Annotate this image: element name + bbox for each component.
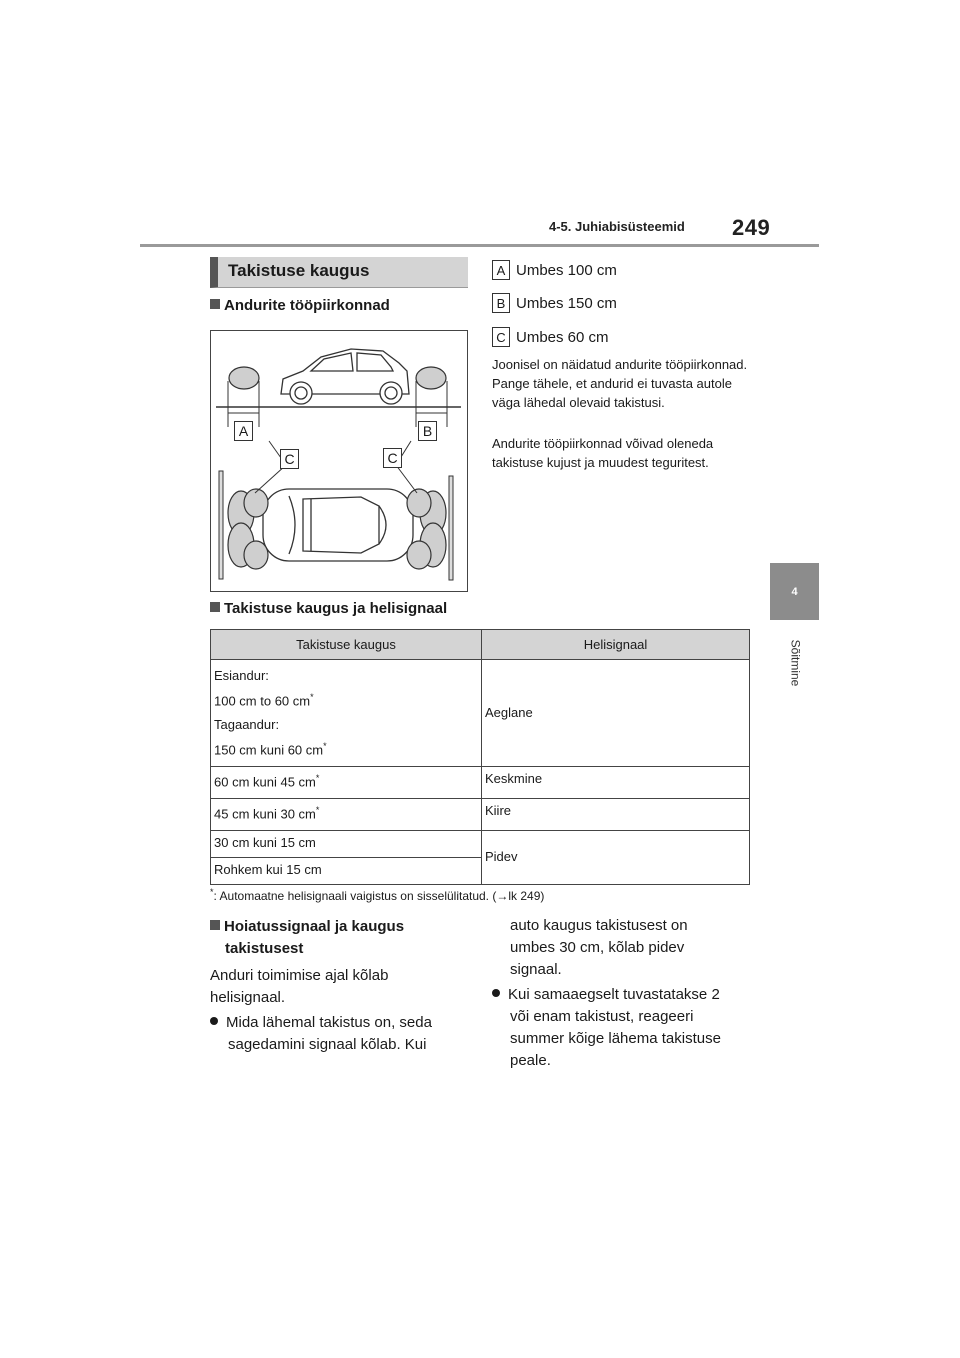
sensor-lobe-icon	[229, 367, 259, 389]
table-cell: Aeglane	[482, 660, 750, 767]
chapter-label: Sõitmine	[788, 639, 802, 687]
subheading-ranges: Andurite tööpiirkonnad	[210, 297, 390, 314]
square-bullet-icon	[210, 920, 220, 930]
table-cell: Keskmine	[482, 767, 750, 799]
obstacle-wall-icon	[219, 471, 223, 579]
table-cell: Rohkem kui 15 cm	[211, 858, 482, 885]
legend-item-b: B Umbes 150 cm	[492, 293, 617, 313]
section-title-box	[210, 257, 468, 288]
legend-item-a: A Umbes 100 cm	[492, 260, 617, 280]
arrow-right-icon: →	[496, 889, 509, 903]
footnote: *: Automaatne helisignaali vaigistus on sisselülitatud. (→lk 249)	[210, 887, 545, 903]
table-cell: 30 cm kuni 15 cm	[211, 831, 482, 858]
figure-label-c: C	[383, 448, 402, 468]
table-row	[211, 767, 750, 799]
table-row	[211, 831, 750, 858]
section-header: 4-5. Juhiabisüsteemid	[549, 219, 685, 234]
table-header: Takistuse kaugus	[211, 630, 482, 660]
table-row	[211, 799, 750, 831]
legend-item-c: C Umbes 60 cm	[492, 327, 609, 347]
bullet-dot-icon	[492, 989, 500, 997]
note-paragraph: Andurite tööpiirkonnad võivad oleneda takistuse kujust ja muudest teguritest.	[492, 436, 714, 470]
table-cell: 45 cm kuni 30 cm*	[211, 799, 482, 831]
bullet-continuation: auto kaugus takistusest on umbes 30 cm, kõlab pidev signaal.	[510, 917, 688, 978]
square-bullet-icon	[210, 299, 220, 309]
figure-label-c: C	[280, 449, 299, 469]
body-intro: Anduri toimimise ajal kõlab helisignaal.	[210, 967, 389, 1006]
square-bullet-icon	[210, 602, 220, 612]
table-cell: Kiire	[482, 799, 750, 831]
page-number: 249	[732, 215, 771, 240]
sensor-diagram	[211, 331, 467, 591]
note-paragraph: Joonisel on näidatud andurite tööpiirkonnad. Pange tähele, et andurid ei tuvasta autole väga lähedal olevaid takistusi.	[492, 357, 748, 410]
bullet-item: Mida lähemal takistus on, seda sagedamini signaal kõlab. Kui	[210, 1012, 432, 1056]
table-row	[211, 660, 750, 767]
obstacle-wall-icon	[449, 476, 453, 580]
table-cell: Pidev	[482, 831, 750, 885]
sensor-lobe-icon	[416, 367, 446, 389]
chapter-number: 4	[791, 585, 798, 598]
car-top-view-icon	[263, 489, 413, 561]
section-title: Takistuse kaugus	[228, 261, 370, 280]
table-cell: 60 cm kuni 45 cm*	[211, 767, 482, 799]
subheading-distance-buzzer: Takistuse kaugus ja helisignaal	[210, 600, 447, 617]
table-header: Helisignaal	[482, 630, 750, 660]
figure-label-b: B	[418, 421, 437, 441]
sensor-range-figure	[210, 330, 468, 592]
bullet-dot-icon	[210, 1017, 218, 1025]
table-cell: Esiandur: 100 cm to 60 cm* Tagaandur: 150 cm kuni 60 cm*	[211, 660, 482, 767]
bullet-item: Kui samaaegselt tuvastatakse 2 või enam takistust, reageeri summer kõige lähema takistuse peale.	[492, 984, 721, 1072]
figure-label-a: A	[234, 421, 253, 441]
header-rule	[140, 244, 819, 247]
distance-buzzer-table	[210, 629, 750, 885]
chapter-tab	[770, 563, 819, 620]
subheading-warning: Hoiatussignaal ja kaugus takistusest	[210, 916, 404, 960]
